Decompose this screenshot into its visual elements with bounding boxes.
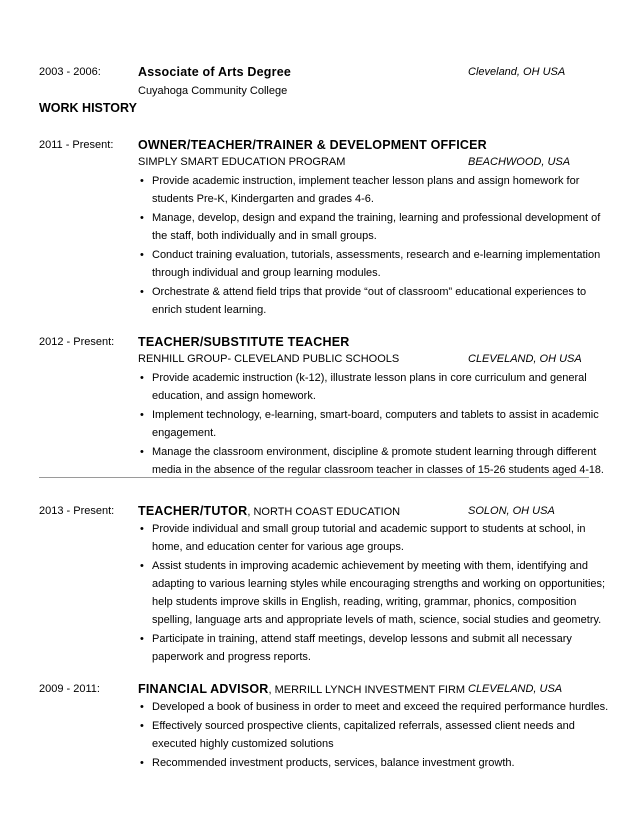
bullet-marker: • [140, 249, 144, 261]
bullet-marker: • [140, 523, 144, 535]
bullet-text: Conduct training evaluation, tutorials, assessments, research and e-learning implementation [152, 249, 601, 261]
bullet-text: Orchestrate & attend field trips that provide “out of classroom” educational experiences to [152, 286, 587, 298]
job-date: 2012 - Present: [39, 336, 115, 348]
job-location: BEACHWOOD, USA [468, 156, 571, 168]
bullet-text: adapting to various learning styles while encouraging strengths and working on opportunities; [152, 578, 606, 590]
job-location: CLEVELAND, USA [468, 683, 563, 695]
job-title: OWNER/TEACHER/TRAINER & DEVELOPMENT OFFICER [138, 138, 487, 152]
education-degree: Associate of Arts Degree [138, 65, 291, 79]
job-title-main: TEACHER/TUTOR [138, 504, 248, 518]
bullet-marker: • [140, 409, 144, 421]
bullet-text: executed highly customized solutions [152, 738, 334, 750]
bullet-marker: • [140, 212, 144, 224]
job-employer: , MERRILL LYNCH INVESTMENT FIRM [268, 684, 466, 696]
education-date: 2003 - 2006: [39, 66, 101, 78]
bullet-text: Developed a book of business in order to meet and exceed the required performance hurdles. [152, 701, 609, 713]
job-org: RENHILL GROUP- CLEVELAND PUBLIC SCHOOLS [138, 353, 400, 365]
bullet-text: Implement technology, e-learning, smart-board, computers and tablets to assist in academic [152, 409, 599, 421]
bullet-text: Provide academic instruction (k-12), illustrate lesson plans in core curriculum and general [152, 372, 587, 384]
bullet-marker: • [140, 446, 144, 458]
work-history-heading: WORK HISTORY [39, 101, 137, 115]
bullet-marker: • [140, 720, 144, 732]
job-date: 2013 - Present: [39, 505, 115, 517]
bullet-text: Effectively sourced prospective clients, capitalized referrals, assessed client needs and [152, 720, 575, 732]
bullet-text: through individual and group learning modules. [152, 267, 381, 279]
education-location: Cleveland, OH USA [468, 66, 566, 78]
bullet-text: help students improve skills in English, reading, writing, grammar, phonics, composition [152, 596, 577, 608]
bullet-text: Provide individual and small group tutorial and academic support to students at school, in [152, 523, 586, 535]
bullet-marker: • [140, 560, 144, 572]
bullet-text: education, and assign homework. [152, 390, 316, 402]
job-location: SOLON, OH USA [468, 505, 555, 517]
job-date: 2011 - Present: [39, 139, 114, 151]
job-location: CLEVELAND, OH USA [468, 353, 582, 365]
bullet-marker: • [140, 701, 144, 713]
bullet-text: paperwork and progress reports. [152, 651, 311, 663]
bullet-marker: • [140, 633, 144, 645]
bullet-text: engagement. [152, 427, 217, 439]
bullet-text: enrich student learning. [152, 304, 267, 316]
education-school: Cuyahoga Community College [138, 85, 288, 97]
bullet-text: Participate in training, attend staff meetings, develop lessons and submit all necessary [152, 633, 572, 645]
bullet-text: Assist students in improving academic achievement by meeting with them, identifying and [152, 560, 588, 572]
bullet-marker: • [140, 286, 144, 298]
job-title [138, 504, 400, 518]
bullet-text: the staff, both individually and in small groups. [152, 230, 377, 242]
job-title-main: FINANCIAL ADVISOR [138, 682, 269, 696]
job-title [138, 682, 465, 696]
job-employer: , NORTH COAST EDUCATION [247, 506, 401, 518]
bullet-marker: • [140, 757, 144, 769]
bullet-marker: • [140, 372, 144, 384]
bullet-text: spelling, language arts and appropriate levels of math, science, social studies and geometry. [152, 614, 602, 626]
section-divider [39, 477, 589, 478]
bullet-text: Manage the classroom environment, discipline & promote student learning through different [152, 446, 597, 458]
job-org: SIMPLY SMART EDUCATION PROGRAM [138, 156, 346, 168]
bullet-text: Recommended investment products, services, balance investment growth. [152, 757, 515, 769]
bullet-text: home, and education center for various age groups. [152, 541, 404, 553]
bullet-text: media in the absence of the regular classroom teacher in classes of 15-26 students aged 4-18. [152, 464, 604, 476]
bullet-text: students Pre-K, Kindergarten and grades 4-6. [152, 193, 374, 205]
bullet-text: Provide academic instruction, implement teacher lesson plans and assign homework for [152, 175, 580, 187]
job-date: 2009 - 2011: [39, 683, 100, 695]
job-title: TEACHER/SUBSTITUTE TEACHER [138, 335, 350, 349]
bullet-marker: • [140, 175, 144, 187]
bullet-text: Manage, develop, design and expand the training, learning and professional development of [152, 212, 601, 224]
